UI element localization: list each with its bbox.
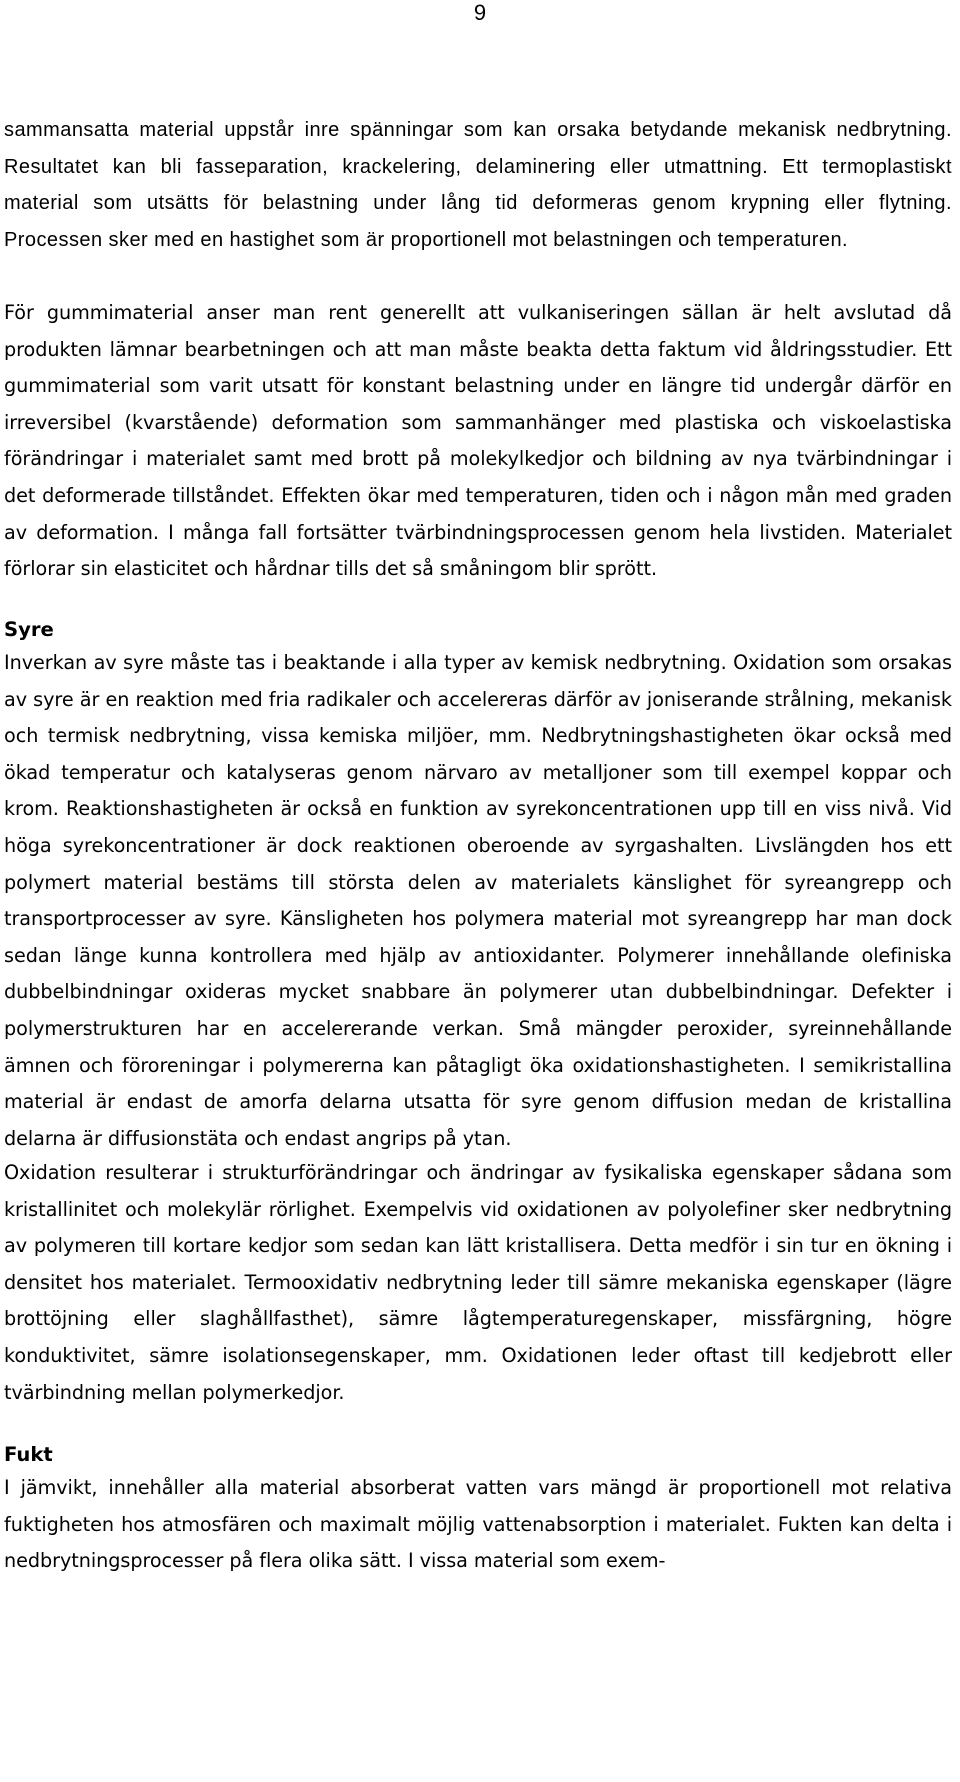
paragraph-oxygen-influence: Inverkan av syre måste tas i beaktande i alla typer av kemisk nedbrytning. Oxidation som orsakas av syre är en reaktion med fria radikaler och accelereras därför av joniserande strålning, mekanisk och termisk nedbrytning, vissa kemiska miljöer, mm. Nedbrytningshastigheten ökar också med ökad temperatur och katalyseras genom närvaro av metalljoner som till exempel koppar och krom. Reaktionshastigheten är också en funktion av syrekoncentrationen upp till en viss nivå. Vid höga syrekoncentrationer är dock reaktionen oberoende av syrgashalten. Livslängden hos ett polymert material bestäms till största delen av materialets känslighet för syreangrepp och transportprocesser av syre. Känsligheten hos polymera material mot syreangrepp har man dock sedan länge kunna kontrollera med hjälp av antioxidanter. Polymerer innehållande olefiniska dubbelbindningar oxideras mycket snabbare än polymerer utan dubbelbindningar. Defekter i polymerstrukturen har en accelererande verkan. Små mängder peroxider, syreinnehållande ämnen och föroreningar i polymererna kan påtagligt öka oxidationshastigheten. I semikristallina material är endast de amorfa delarna utsatta för syre genom diffusion medan de kristallina delarna är diffusionstäta och endast angrips på ytan. (4, 651, 952, 1150)
heading-fukt: Fukt (4, 1443, 53, 1466)
paragraph-mechanical-stress: sammansatta material uppstår inre spänningar som kan orsaka betydande mekanisk nedbrytning. Resultatet kan bli fasseparation, krackelering, delaminering eller utmattning. Ett termoplastiskt material som utsätts för belastning under lång tid deformeras genom krypning eller flytning. Processen sker med en hastighet som är proportionell mot belastningen och temperaturen. (4, 119, 952, 251)
page-number: 9 (473, 0, 487, 25)
paragraph-moisture: I jämvikt, innehåller alla material absorberat vatten vars mängd är proportionell mot relativa fuktigheten hos atmosfären och maximalt möjlig vattenabsorption i materialet. Fukten kan delta i nedbrytningsprocesser på flera olika sätt. I vissa material som exem- (4, 1476, 952, 1573)
paragraph-oxidation-effects: Oxidation resulterar i strukturförändringar och ändringar av fysikaliska egenskaper sådana som kristallinitet och molekylär rörlighet. Exempelvis vid oxidationen av polyolefiner sker nedbrytning av polymeren till kortare kedjor som sedan kan lätt kristallisera. Detta medför i sin tur en ökning i densitet hos materialet. Termooxidativ nedbrytning leder till sämre mekaniska egenskaper (lägre brottöjning eller slaghållfasthet), sämre lågtemperaturegenskaper, missfärgning, högre konduktivitet, sämre isolationsegenskaper, mm. Oxidationen leder oftast till kedjebrott eller tvärbindning mellan polymerkedjor. (4, 1161, 952, 1404)
heading-syre: Syre (4, 618, 54, 641)
paragraph-rubber-vulcanization: För gummimaterial anser man rent generellt att vulkaniseringen sällan är helt avslutad då produkten lämnar bearbetningen och att man måste beakta detta faktum vid åldringsstudier. Ett gummimaterial som varit utsatt för konstant belastning under en längre tid undergår därför en irreversibel (kvarstående) deformation som sammanhänger med plastiska och viskoelastiska förändringar i materialet samt med brott på molekylkedjor och bildning av nya tvärbindningar i det deformerade tillståndet. Effekten ökar med temperaturen, tiden och i någon mån med graden av deformation. I många fall fortsätter tvärbindningsprocessen genom hela livstiden. Materialet förlorar sin elasticitet och hårdnar tills det så småningom blir sprött. (4, 301, 952, 581)
